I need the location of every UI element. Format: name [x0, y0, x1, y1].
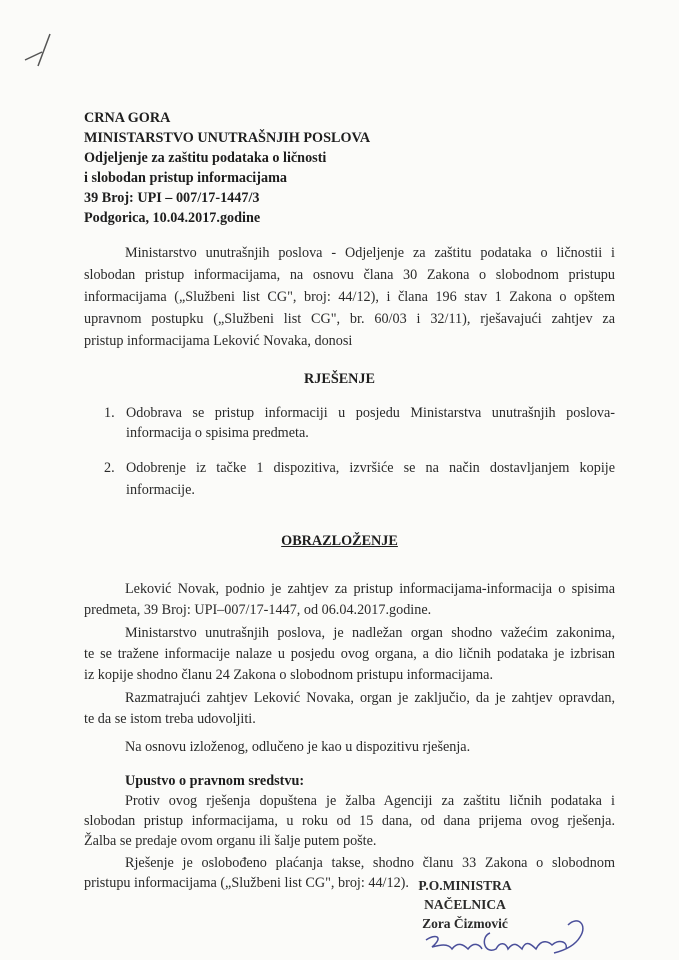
text-line: Razmatrajući zahtjev Leković Novaka, organ je zaključio, da je zahtjev opravdan, [125, 690, 615, 706]
department-line-2: i slobodan pristup informacijama [84, 170, 287, 186]
text-line: informacijama („Službeni list CG", broj: 44/12), i člana 196 stav 1 Zakona o opštem [84, 289, 615, 305]
handwritten-signature [418, 915, 598, 960]
reference-number: 39 Broj: UPI – 007/17-1447/3 [84, 190, 260, 206]
text-line: Odobrava se pristup informaciji u posjedu Ministarstva unutrašnjih poslova- [126, 405, 615, 421]
text-line: slobodan pristup informacijama, na osnovu člana 30 Zakona o slobodnom pristupu [84, 267, 615, 283]
text-line: predmeta, 39 Broj: UPI–007/17-1447, od 06.04.2017.godine. [84, 602, 432, 618]
text-line: pristup informacijama Leković Novaka, donosi [84, 333, 353, 349]
item-number: 1. [104, 405, 115, 421]
decision-title: RJEŠENJE [304, 371, 375, 387]
country-name: CRNA GORA [84, 110, 171, 126]
text-line: informacija o spisima predmeta. [126, 425, 309, 441]
text-line: Žalba se predaje ovom organu ili šalje putem pošte. [84, 833, 377, 849]
text-line: Rješenje je oslobođeno plaćanja takse, shodno članu 33 Zakona o slobodnom [125, 855, 615, 871]
signatory-title: P.O.MINISTRA [418, 878, 512, 893]
text-line: Ministarstvo unutrašnjih poslova, je nadležan organ shodno važećim zakonima, [125, 625, 615, 641]
text-line: Na osnovu izloženog, odlučeno je kao u dispozitivu rješenja. [125, 739, 471, 755]
item-number: 2. [104, 460, 115, 476]
place-date: Podgorica, 10.04.2017.godine [84, 210, 261, 226]
text-line: Protiv ovog rješenja dopuštena je žalba Agenciji za zaštitu ličnih podataka i [125, 793, 615, 809]
ministry-name: MINISTARSTVO UNUTRAŠNJIH POSLOVA [84, 130, 371, 146]
text-line: pristupu informacijama („Službeni list CG", broj: 44/12). [84, 875, 409, 891]
remedy-title: Upustvo o pravnom sredstvu: [125, 773, 305, 789]
reasoning-title: OBRAZLOŽENJE [281, 533, 398, 549]
text-line: iz kopije shodno članu 24 Zakona o slobodnom pristupu informacijama. [84, 667, 493, 683]
text-line: Ministarstvo unutrašnjih poslova - Odjeljenje za zaštitu podataka o ličnostii i [125, 245, 615, 261]
text-line: te se tražene informacije nalaze u posjedu ovog organa, a dio ličnih podataka je izbrisan [84, 646, 615, 662]
text-line: Odobrenje iz tačke 1 dispozitiva, izvršiće se na način dostavljanjem kopije [126, 460, 615, 476]
text-line: slobodan pristup informacijama, u roku od 15 dana, od dana prijema ovog rješenja. [84, 813, 615, 829]
text-line: informacije. [126, 482, 195, 498]
pen-mark [20, 30, 70, 70]
department-line-1: Odjeljenje za zaštitu podataka o ličnosti [84, 150, 327, 166]
text-line: te da se istom treba udovoljiti. [84, 711, 256, 727]
signatory-role: NAČELNICA [424, 897, 506, 912]
text-line: upravnom postupku („Službeni list CG", br. 60/03 i 32/11), rješavajući zahtjev za [84, 311, 615, 327]
text-line: Leković Novak, podnio je zahtjev za pristup informacijama-informacija o spisima [125, 581, 615, 597]
signatory-name: Zora Čizmović [422, 916, 508, 931]
